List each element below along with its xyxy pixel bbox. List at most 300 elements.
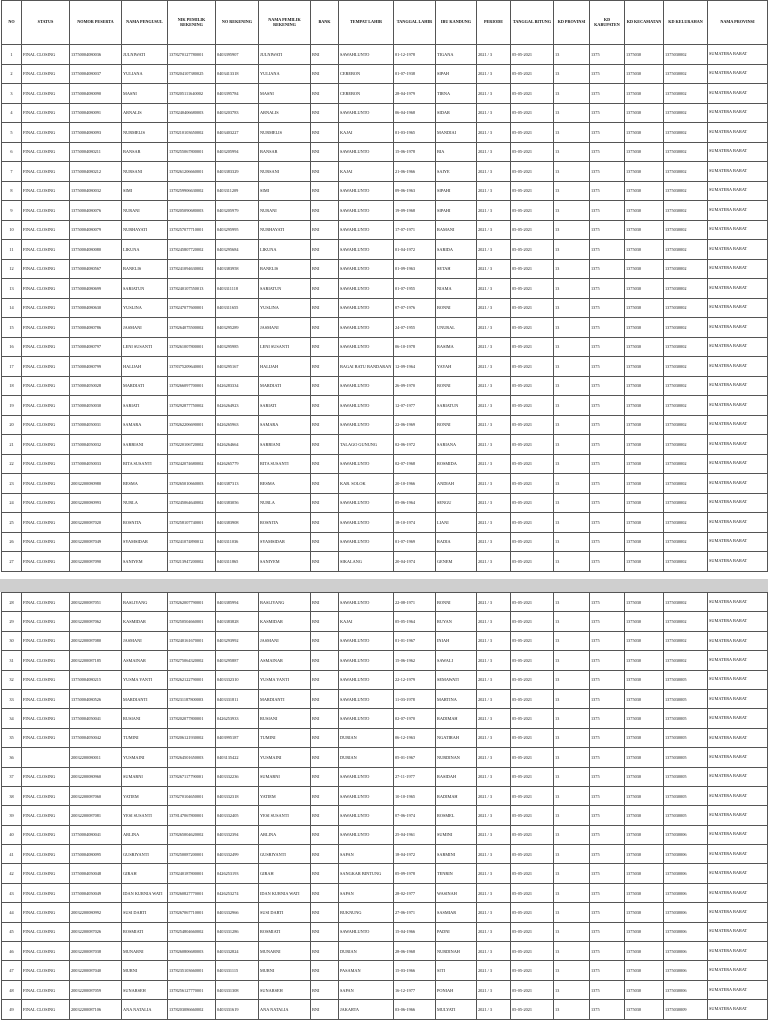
cell-nama-pengusul: RESMA — [122, 474, 168, 494]
cell-no-rekening: 0403995187 — [216, 728, 259, 747]
cell-kd-kelurahan: 1375030006 — [664, 825, 708, 844]
cell-nama-provinsi: SUMATERA BARAT — [708, 631, 768, 650]
cell-nama-pengusul: ANA NATALIA — [122, 1000, 168, 1019]
cell-nik: 1378235103660001 — [168, 961, 216, 980]
cell-ibu-kandung: RASIDAH — [436, 767, 477, 786]
cell-nama-pemilik-rekening: YUSMA YANTI — [259, 670, 311, 689]
cell-ibu-kandung: SIPAHI — [436, 181, 477, 201]
cell-nomor-peserta: 20032200087051 — [70, 593, 122, 612]
cell-kd-kecamatan: 1375030 — [625, 142, 664, 162]
cell-tempat-lahir: SAWAHLUNTO — [339, 709, 394, 728]
cell-ibu-kandung: SIPAHI — [436, 201, 477, 221]
cell-no-rekening: 0403311655 — [216, 298, 259, 318]
cell-kd-provinsi: 13 — [554, 201, 590, 221]
cell-no-rekening: 0403383958 — [216, 259, 259, 279]
cell-tempat-lahir: SAWAHLUNTO — [339, 922, 394, 941]
cell-nama-provinsi: SUMATERA BARAT — [708, 786, 768, 805]
cell-status: FINAL CLOSING — [22, 357, 70, 377]
cell-tanggal-bitung: 05-05-2021 — [511, 961, 554, 980]
cell-ibu-kandung: SIPAH — [436, 64, 477, 84]
table-row — [2, 84, 768, 104]
cell-nomor-peserta: 20032200087038 — [70, 942, 122, 961]
cell-kd-kecamatan: 1375030 — [625, 181, 664, 201]
cell-tempat-lahir: SAWAHLUNTO — [339, 415, 394, 435]
cell-no: 46 — [2, 942, 22, 961]
cell-nama-provinsi: SUMATERA BARAT — [708, 903, 768, 922]
cell-kd-provinsi: 13 — [554, 845, 590, 864]
cell-nama-provinsi: SUMATERA BARAT — [708, 337, 768, 357]
cell-kd-kecamatan: 1375030 — [625, 942, 664, 961]
header-ibu-kandung: IBU KANDUNG — [436, 1, 477, 45]
cell-no: 33 — [2, 689, 22, 708]
cell-kd-provinsi: 13 — [554, 220, 590, 240]
cell-periode: 2021 / 3 — [477, 922, 511, 941]
cell-nama-provinsi: SUMATERA BARAT — [708, 454, 768, 474]
cell-nama-pengusul: MASNI — [122, 84, 168, 104]
cell-kd-kelurahan: 1375030002 — [664, 612, 708, 631]
cell-nama-pengusul: JASMANI — [122, 631, 168, 650]
cell-kd-kelurahan: 1375030002 — [664, 103, 708, 123]
cell-nama-provinsi: SUMATERA BARAT — [708, 493, 768, 513]
cell-no-rekening: 0403385994 — [216, 593, 259, 612]
cell-tempat-lahir: BUKNUNG — [339, 903, 394, 922]
cell-kd-kecamatan: 1375030 — [625, 786, 664, 805]
cell-bank: BNI — [311, 1000, 339, 1019]
cell-nomor-peserta: 13750004050030 — [70, 396, 122, 416]
cell-tanggal-bitung: 05-05-2021 — [511, 64, 554, 84]
cell-nik: 1378241074890012 — [168, 532, 216, 552]
cell-kd-kelurahan: 1375030002 — [664, 513, 708, 533]
cell-kd-kecamatan: 1375030 — [625, 883, 664, 902]
cell-kd-kelurahan: 1375030002 — [664, 279, 708, 299]
cell-tempat-lahir: CEREBON — [339, 64, 394, 84]
cell-nik: 1378254804660002 — [168, 922, 216, 941]
cell-nama-pengusul: YESI SUSANTI — [122, 806, 168, 825]
cell-nama-pengusul: SARIATUN — [122, 279, 168, 299]
cell-tanggal-lahir: 19-09-1968 — [394, 201, 436, 221]
cell-nomor-peserta: 13750004080526 — [70, 689, 122, 708]
cell-bank: BNI — [311, 961, 339, 980]
cell-no: 12 — [2, 259, 22, 279]
cell-nama-pemilik-rekening: KASMIDAR — [259, 612, 311, 631]
cell-nama-provinsi: SUMATERA BARAT — [708, 806, 768, 825]
cell-kd-kabupaten: 1375 — [590, 922, 625, 941]
cell-nama-pemilik-rekening: HALIJAH — [259, 357, 311, 377]
cell-no-rekening: 0403205979 — [216, 201, 259, 221]
cell-no: 13 — [2, 279, 22, 299]
cell-no-rekening: 0426264923 — [216, 396, 259, 416]
cell-tanggal-bitung: 05-05-2021 — [511, 532, 554, 552]
cell-kd-provinsi: 13 — [554, 942, 590, 961]
cell-tempat-lahir: CEREBON — [339, 84, 394, 104]
table-row — [2, 631, 768, 650]
table-row — [2, 103, 768, 123]
cell-status: FINAL CLOSING — [22, 631, 70, 650]
cell-nama-pemilik-rekening: ARNALIS — [259, 103, 311, 123]
cell-tanggal-lahir: 16-12-1977 — [394, 980, 436, 999]
cell-kd-kabupaten: 1375 — [590, 123, 625, 143]
cell-nama-pemilik-rekening: TUMINI — [259, 728, 311, 747]
cell-bank: BNI — [311, 45, 339, 65]
cell-kd-kecamatan: 1375030 — [625, 474, 664, 494]
cell-ibu-kandung: SARIDA — [436, 240, 477, 260]
cell-ibu-kandung: TENRIN — [436, 864, 477, 883]
cell-tanggal-bitung: 05-05-2021 — [511, 376, 554, 396]
table-row — [2, 376, 768, 396]
cell-bank: BNI — [311, 259, 339, 279]
cell-kd-kecamatan: 1375030 — [625, 651, 664, 670]
cell-ibu-kandung: INIAH — [436, 631, 477, 650]
cell-status: FINAL CLOSING — [22, 493, 70, 513]
cell-kd-kabupaten: 1375 — [590, 748, 625, 767]
table-row — [2, 357, 768, 377]
cell-tanggal-lahir: 15-06-1978 — [394, 142, 436, 162]
cell-no-rekening: 0403395784 — [216, 84, 259, 104]
cell-nomor-peserta: 13750004080799 — [70, 357, 122, 377]
cell-nama-pemilik-rekening: SARIATUN — [259, 279, 311, 299]
cell-ibu-kandung: BIA — [436, 142, 477, 162]
cell-nama-pengusul: NURLA — [122, 493, 168, 513]
cell-nomor-peserta: 20032200080960 — [70, 767, 122, 786]
cell-tempat-lahir: SAPAN — [339, 980, 394, 999]
cell-no: 3 — [2, 84, 22, 104]
cell-nomor-peserta: 20032200087081 — [70, 806, 122, 825]
cell-status: FINAL CLOSING — [22, 864, 70, 883]
cell-kd-kabupaten: 1375 — [590, 806, 625, 825]
cell-tanggal-lahir: 02-06-1972 — [394, 435, 436, 455]
cell-no-rekening: 0403332318 — [216, 786, 259, 805]
cell-nama-pengusul: SUNARSEH — [122, 980, 168, 999]
cell-tanggal-lahir: 02-07-1970 — [394, 709, 436, 728]
table-row — [2, 123, 768, 143]
cell-tanggal-lahir: 21-06-1966 — [394, 162, 436, 182]
cell-nomor-peserta: 13750004080091 — [70, 103, 122, 123]
cell-nama-provinsi: SUMATERA BARAT — [708, 162, 768, 182]
cell-nama-provinsi: SUMATERA BARAT — [708, 552, 768, 572]
cell-nama-pengusul: SANIYEM — [122, 552, 168, 572]
cell-ibu-kandung: SAIYE — [436, 162, 477, 182]
cell-nama-pemilik-rekening: GIRAH — [259, 864, 311, 883]
cell-kd-kelurahan: 1375030002 — [664, 415, 708, 435]
cell-nama-pengusul: SAMARA — [122, 415, 168, 435]
cell-tanggal-bitung: 05-05-2021 — [511, 240, 554, 260]
cell-kd-provinsi: 13 — [554, 376, 590, 396]
cell-nomor-peserta: 13750004050048 — [70, 864, 122, 883]
cell-nomor-peserta: 13750004050041 — [70, 709, 122, 728]
cell-kd-kelurahan: 1375030002 — [664, 454, 708, 474]
cell-tanggal-bitung: 05-05-2021 — [511, 748, 554, 767]
cell-nama-pengusul: SYAMSIDAR — [122, 532, 168, 552]
cell-nik: 1378245807720002 — [168, 240, 216, 260]
cell-periode: 2021 / 3 — [477, 631, 511, 650]
cell-nama-provinsi: SUMATERA BARAT — [708, 64, 768, 84]
cell-no-rekening: 0403332310 — [216, 670, 259, 689]
cell-kd-kecamatan: 1375030 — [625, 279, 664, 299]
cell-tanggal-lahir: 20-04-1974 — [394, 552, 436, 572]
cell-ibu-kandung: BONNI — [436, 298, 477, 318]
cell-status: FINAL CLOSING — [22, 435, 70, 455]
cell-status: FINAL CLOSING — [22, 142, 70, 162]
cell-status: FINAL CLOSING — [22, 922, 70, 941]
cell-bank: BNI — [311, 396, 339, 416]
cell-nik: 1378231187800003 — [168, 689, 216, 708]
cell-no-rekening: 0426265963 — [216, 415, 259, 435]
cell-ibu-kandung: LIANI — [436, 513, 477, 533]
cell-kd-kabupaten: 1375 — [590, 689, 625, 708]
cell-no-rekening: 0403295887 — [216, 651, 259, 670]
cell-ibu-kandung: SASMIAR — [436, 903, 477, 922]
cell-nama-pengusul: BASLIYANG — [122, 593, 168, 612]
cell-nama-pemilik-rekening: GUSRIYANTI — [259, 845, 311, 864]
cell-bank: BNI — [311, 709, 339, 728]
cell-no: 15 — [2, 318, 22, 338]
cell-bank: BNI — [311, 454, 339, 474]
cell-periode: 2021 / 3 — [477, 318, 511, 338]
table-row — [2, 903, 768, 922]
cell-kd-kecamatan: 1375030 — [625, 259, 664, 279]
cell-tanggal-lahir: 01-04-1972 — [394, 240, 436, 260]
cell-no: 26 — [2, 532, 22, 552]
cell-nik: 1378220106720002 — [168, 435, 216, 455]
header-kd-provinsi: KD PROVINSI — [554, 1, 590, 45]
table-row — [2, 689, 768, 708]
cell-no: 14 — [2, 298, 22, 318]
table-row — [2, 980, 768, 999]
cell-tanggal-bitung: 05-05-2021 — [511, 825, 554, 844]
cell-nama-pengusul: YUSMAINI — [122, 748, 168, 767]
cell-no-rekening: 0403311036 — [216, 532, 259, 552]
cell-no-rekening: 0403295684 — [216, 240, 259, 260]
cell-kd-kelurahan: 1375030002 — [664, 84, 708, 104]
cell-periode: 2021 / 3 — [477, 435, 511, 455]
cell-tempat-lahir: SAWAHLUNTO — [339, 806, 394, 825]
cell-no: 16 — [2, 337, 22, 357]
cell-status: FINAL CLOSING — [22, 552, 70, 572]
cell-tempat-lahir: SAWAHLUNTO — [339, 337, 394, 357]
cell-tanggal-lahir: 27-06-1971 — [394, 903, 436, 922]
cell-nama-provinsi: SUMATERA BARAT — [708, 980, 768, 999]
cell-kd-kelurahan: 1375030006 — [664, 864, 708, 883]
cell-tanggal-lahir: 05-01-1967 — [394, 748, 436, 767]
cell-status: FINAL CLOSING — [22, 123, 70, 143]
cell-tanggal-bitung: 05-05-2021 — [511, 922, 554, 941]
cell-kd-kelurahan: 1375030002 — [664, 337, 708, 357]
cell-tanggal-lahir: 01-03-1965 — [394, 123, 436, 143]
table-row — [2, 415, 768, 435]
cell-tanggal-bitung: 05-05-2021 — [511, 980, 554, 999]
cell-kd-provinsi: 13 — [554, 318, 590, 338]
cell-nama-pemilik-rekening: SIMI — [259, 181, 311, 201]
cell-no: 17 — [2, 357, 22, 377]
cell-nama-pengusul: IDAN KURNIA WATI — [122, 883, 168, 902]
cell-kd-provinsi: 13 — [554, 123, 590, 143]
cell-nama-provinsi: SUMATERA BARAT — [708, 1000, 768, 1019]
cell-kd-kecamatan: 1375030 — [625, 612, 664, 631]
cell-kd-kecamatan: 1375030 — [625, 318, 664, 338]
cell-bank: BNI — [311, 415, 339, 435]
cell-kd-kecamatan: 1375030 — [625, 357, 664, 377]
cell-nik: 1378147067800001 — [168, 806, 216, 825]
table-row — [2, 279, 768, 299]
cell-nik: 1378261007800001 — [168, 337, 216, 357]
cell-bank: BNI — [311, 922, 339, 941]
cell-nomor-peserta: 20032200080011 — [70, 748, 122, 767]
cell-kd-kecamatan: 1375030 — [625, 298, 664, 318]
cell-kd-provinsi: 13 — [554, 612, 590, 631]
cell-ibu-kandung: WASINAH — [436, 883, 477, 902]
cell-ibu-kandung: NIAMA — [436, 279, 477, 299]
cell-kd-kecamatan: 1375030 — [625, 435, 664, 455]
cell-kd-kelurahan: 1375030006 — [664, 883, 708, 902]
cell-tanggal-lahir: 03-06-1966 — [394, 1000, 436, 1019]
cell-no: 22 — [2, 454, 22, 474]
cell-tanggal-lahir: 07-06-1974 — [394, 806, 436, 825]
cell-periode: 2021 / 3 — [477, 181, 511, 201]
cell-no-rekening: 0403295289 — [216, 318, 259, 338]
cell-status: FINAL CLOSING — [22, 883, 70, 902]
cell-nama-pengusul: MARDIATI — [122, 376, 168, 396]
cell-nama-provinsi: SUMATERA BARAT — [708, 474, 768, 494]
cell-tanggal-bitung: 05-05-2021 — [511, 123, 554, 143]
cell-nama-provinsi: SUMATERA BARAT — [708, 670, 768, 689]
cell-tanggal-bitung: 05-05-2021 — [511, 845, 554, 864]
cell-status: FINAL CLOSING — [22, 806, 70, 825]
table-row — [2, 922, 768, 941]
cell-kd-kelurahan: 1375030002 — [664, 181, 708, 201]
header-tempat-lahir: TEMPAT LAHIR — [339, 1, 394, 45]
cell-kd-provinsi: 13 — [554, 162, 590, 182]
cell-nomor-peserta: 13750004080095 — [70, 845, 122, 864]
table-row — [2, 240, 768, 260]
cell-status: FINAL CLOSING — [22, 220, 70, 240]
cell-periode: 2021 / 3 — [477, 593, 511, 612]
cell-nomor-peserta: 13750004080076 — [70, 201, 122, 221]
cell-tanggal-bitung: 05-05-2021 — [511, 201, 554, 221]
cell-tanggal-bitung: 05-05-2021 — [511, 612, 554, 631]
cell-tanggal-bitung: 05-05-2021 — [511, 513, 554, 533]
cell-kd-provinsi: 13 — [554, 552, 590, 572]
cell-nik: 1378240406680003 — [168, 103, 216, 123]
cell-no-rekening: 0403403227 — [216, 123, 259, 143]
cell-nomor-peserta: 13750004080036 — [70, 45, 122, 65]
cell-kd-kelurahan: 1375030005 — [664, 767, 708, 786]
cell-ibu-kandung: ROSMIDA — [436, 454, 477, 474]
cell-nomor-peserta: 13750004080037 — [70, 64, 122, 84]
cell-bank: BNI — [311, 376, 339, 396]
cell-tanggal-lahir: 15-04-1966 — [394, 922, 436, 941]
cell-tanggal-lahir: 06-04-1968 — [394, 103, 436, 123]
cell-kd-kelurahan: 1375030009 — [664, 1000, 708, 1019]
cell-nomor-peserta: 20032200087080 — [70, 631, 122, 650]
cell-tanggal-lahir: 01-07-1938 — [394, 64, 436, 84]
cell-tanggal-bitung: 05-05-2021 — [511, 142, 554, 162]
cell-tanggal-lahir: 27-11-1977 — [394, 767, 436, 786]
cell-nama-pengusul: YUSMA YANTI — [122, 670, 168, 689]
cell-tanggal-lahir: 20-10-1966 — [394, 474, 436, 494]
cell-tanggal-bitung: 05-05-2021 — [511, 454, 554, 474]
cell-nama-provinsi: SUMATERA BARAT — [708, 612, 768, 631]
cell-kd-kecamatan: 1375030 — [625, 903, 664, 922]
table-row — [2, 806, 768, 825]
cell-bank: BNI — [311, 728, 339, 747]
cell-nama-pemilik-rekening: MARDIANTI — [259, 689, 311, 708]
cell-nik: 1378250087200001 — [168, 845, 216, 864]
cell-periode: 2021 / 3 — [477, 142, 511, 162]
cell-ibu-kandung: RADIMAH — [436, 786, 477, 805]
cell-nama-pengusul: SARBIANI — [122, 435, 168, 455]
cell-status: FINAL CLOSING — [22, 825, 70, 844]
cell-status: FINAL CLOSING — [22, 259, 70, 279]
cell-kd-kecamatan: 1375030 — [625, 84, 664, 104]
cell-nomor-peserta: 13750004050033 — [70, 454, 122, 474]
cell-nomor-peserta: 20032200087090 — [70, 552, 122, 572]
cell-tanggal-lahir: 22-08-1971 — [394, 593, 436, 612]
cell-ibu-kandung: BONNI — [436, 593, 477, 612]
cell-kd-provinsi: 13 — [554, 883, 590, 902]
cell-nama-pemilik-rekening: YATIEM — [259, 786, 311, 805]
header-no: NO — [2, 1, 22, 45]
cell-nama-pemilik-rekening: ASMAINAR — [259, 651, 311, 670]
cell-tanggal-lahir: 01-01-1967 — [394, 631, 436, 650]
cell-tanggal-lahir: 06-10-1978 — [394, 337, 436, 357]
cell-no: 11 — [2, 240, 22, 260]
cell-kd-provinsi: 13 — [554, 689, 590, 708]
cell-no: 48 — [2, 980, 22, 999]
cell-nama-provinsi: SUMATERA BARAT — [708, 709, 768, 728]
cell-nama-provinsi: SUMATERA BARAT — [708, 240, 768, 260]
cell-nomor-peserta: 13750004050028 — [70, 376, 122, 396]
cell-periode: 2021 / 3 — [477, 454, 511, 474]
cell-kd-kelurahan: 1375030006 — [664, 961, 708, 980]
cell-no: 35 — [2, 728, 22, 747]
cell-no: 36 — [2, 748, 22, 767]
table-row — [2, 845, 768, 864]
table-row — [2, 201, 768, 221]
cell-tanggal-bitung: 05-05-2021 — [511, 631, 554, 650]
cell-kd-kecamatan: 1375030 — [625, 593, 664, 612]
cell-nama-provinsi: SUMATERA BARAT — [708, 181, 768, 201]
cell-ibu-kandung: SARIATUN — [436, 396, 477, 416]
cell-kd-kecamatan: 1375030 — [625, 767, 664, 786]
table-row — [2, 961, 768, 980]
cell-kd-kabupaten: 1375 — [590, 318, 625, 338]
cell-periode: 2021 / 3 — [477, 651, 511, 670]
cell-tempat-lahir: SAPAN — [339, 883, 394, 902]
cell-nik: 1378245064640002 — [168, 493, 216, 513]
cell-nomor-peserta: 20032200087026 — [70, 922, 122, 941]
cell-kd-provinsi: 13 — [554, 1000, 590, 1019]
cell-bank: BNI — [311, 513, 339, 533]
cell-no: 20 — [2, 415, 22, 435]
cell-tanggal-lahir: 15-06-1962 — [394, 651, 436, 670]
cell-kd-kabupaten: 1375 — [590, 337, 625, 357]
cell-nik: 1378255067800001 — [168, 142, 216, 162]
cell-no-rekening: 0403332824 — [216, 942, 259, 961]
cell-bank: BNI — [311, 903, 339, 922]
cell-nama-provinsi: SUMATERA BARAT — [708, 728, 768, 747]
table-row — [2, 142, 768, 162]
cell-kd-provinsi: 13 — [554, 64, 590, 84]
cell-tempat-lahir: PASAMAN — [339, 961, 394, 980]
table-row — [2, 435, 768, 455]
cell-periode: 2021 / 3 — [477, 376, 511, 396]
cell-nama-pemilik-rekening: SUSI DARTI — [259, 903, 311, 922]
cell-nomor-peserta: 13750004080212 — [70, 162, 122, 182]
cell-kd-provinsi: 13 — [554, 961, 590, 980]
cell-status: FINAL CLOSING — [22, 337, 70, 357]
cell-tanggal-lahir: 01-09-1963 — [394, 259, 436, 279]
cell-nik: 1378265004620002 — [168, 825, 216, 844]
